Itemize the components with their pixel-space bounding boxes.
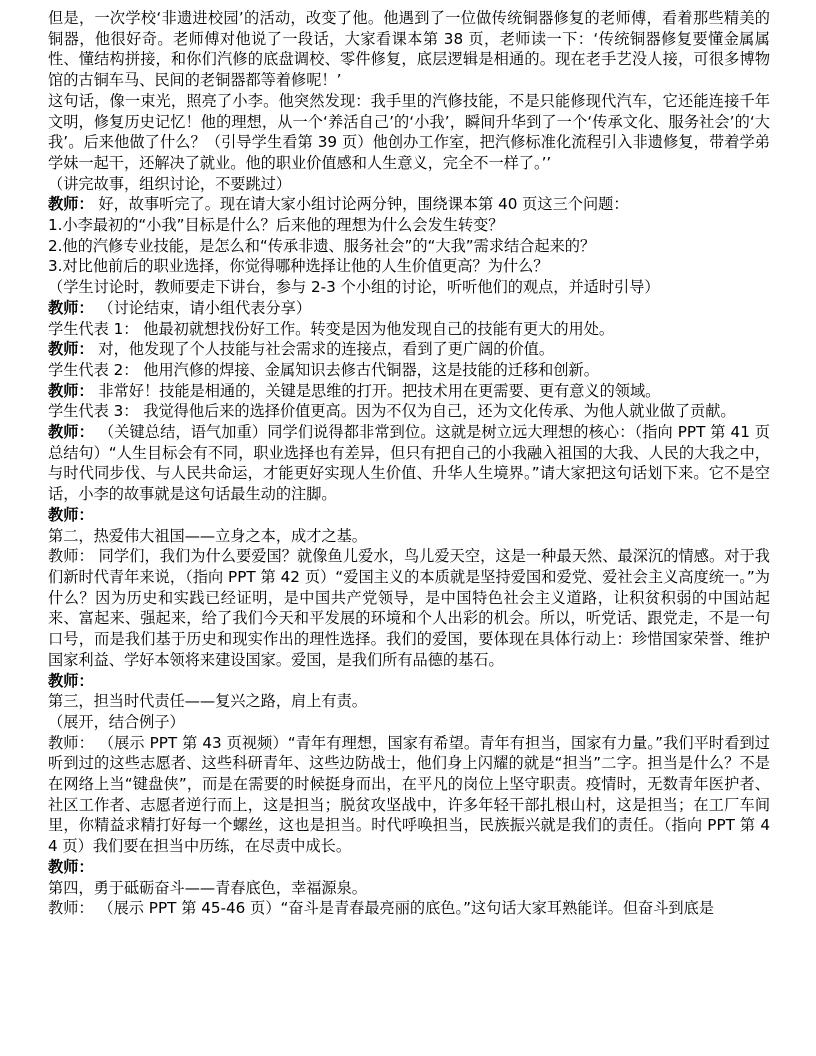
- paragraph: [48, 691, 770, 712]
- speaker-label: 教师：: [48, 505, 94, 524]
- paragraph-text: 非常好！技能是相通的，关键是思维的打开。把技术用在更需要、更有意义的领域。: [93, 381, 661, 400]
- paragraph-text: 但是，一次学校‘非遗进校园’的活动，改变了他。他遇到了一位做传统铜器修复的老师傅，看着那些精美的铜器，他很好奇。老师傅对他说了一段话，大家看课本第 38 页，老师读一下：‘传统铜器修复要懂金属属性、懂结构拼接，和你们汽修的底盘调校、零件修复，底层逻辑是相通的。现在老手艺没人接，可很多博物馆的古铜车马、民间的老铜器都等着修呢！’: [48, 9, 770, 90]
- paragraph: [48, 8, 770, 91]
- paragraph: [48, 857, 770, 878]
- paragraph: [48, 733, 770, 857]
- paragraph: [48, 339, 770, 360]
- paragraph-text: （关键总结，语气加重）同学们说得都非常到位。这就是树立远大理想的核心：（指向 PPT 第 41 页总结句）“人生目标会有不同，职业选择也有差异，但只有把自己的小我融入祖国的大我、人民的大我之中，与时代同步伐、与人民共命运，才能更好实现人生价值、升华人生境界。”请大家把这句话划下来。它不是空话，小李的故事就是这句话最生动的注脚。: [48, 423, 770, 504]
- paragraph-text: （讲完故事，组织讨论，不要跳过）: [48, 174, 291, 193]
- paragraph-text: 学生代表 2： 他用汽修的焊接、金属知识去修古代铜器，这是技能的迁移和创新。: [48, 360, 599, 379]
- paragraph: [48, 256, 770, 277]
- paragraph: [48, 91, 770, 174]
- paragraph-text: 3.对比他前后的职业选择，你觉得哪种选择让他的人生价值更高？为什么？: [48, 257, 549, 276]
- speaker-label: 教师：: [48, 195, 94, 214]
- paragraph: [48, 319, 770, 340]
- paragraph-text: 第四，勇于砥砺奋斗——青春底色，幸福源泉。: [48, 878, 367, 897]
- paragraph: [48, 360, 770, 381]
- paragraph: [48, 526, 770, 547]
- paragraph: [48, 236, 770, 257]
- paragraph-text: 1.小李最初的“小我”目标是什么？后来他的理想为什么会发生转变？: [48, 216, 504, 235]
- paragraph: [48, 878, 770, 899]
- paragraph: [48, 194, 770, 215]
- paragraph-text: 对，他发现了个人技能与社会需求的连接点，看到了更广阔的价值。: [93, 340, 555, 359]
- speaker-label: 教师：: [48, 381, 94, 400]
- paragraph: [48, 215, 770, 236]
- paragraph: [48, 546, 770, 670]
- speaker-label: 教师：: [48, 298, 94, 317]
- paragraph: [48, 505, 770, 526]
- paragraph-text: 教师： （展示 PPT 第 45-46 页）“奋斗是青春最亮丽的底色。”这句话大家耳熟能详。但奋斗到底是: [48, 899, 714, 918]
- paragraph: [48, 712, 770, 733]
- paragraph-text: 教师： （展示 PPT 第 43 页视频）“青年有理想，国家有希望。青年有担当，国家有力量。”我们平时看到过听到过的这些志愿者、这些科研青年、这些边防战士，他们身上闪耀的就是“担当”二字。担当是什么？不是在网络上当“键盘侠”，而是在需要的时候挺身而出，在平凡的岗位上坚守职责。疫情时，无数青年医护者、社区工作者、志愿者逆行而上，这是担当；脱贫攻坚战中，许多年轻干部扎根山村，这是担当；在工厂车间里，你精益求精打好每一个螺丝，这也是担当。时代呼唤担当，民族振兴就是我们的责任。（指向 PPT 第 44 页）我们要在担当中历练，在尽责中成长。: [48, 733, 770, 856]
- paragraph: [48, 381, 770, 402]
- paragraph-text: 学生代表 1： 他最初就想找份好工作。转变是因为他发现自己的技能有更大的用处。: [48, 319, 615, 338]
- paragraph-text: 第二，热爱伟大祖国——立身之本，成才之基。: [48, 526, 367, 545]
- paragraph-text: 2.他的汽修专业技能，是怎么和“传承非遗、服务社会”的“大我”需求结合起来的？: [48, 236, 596, 255]
- paragraph: [48, 671, 770, 692]
- paragraph: [48, 298, 770, 319]
- paragraph: [48, 277, 770, 298]
- paragraph-text: 好，故事听完了。现在请大家小组讨论两分钟，围绕课本第 40 页这三个问题：: [93, 195, 629, 214]
- paragraph: [48, 898, 770, 919]
- paragraph-text: （展开，结合例子）: [48, 712, 185, 731]
- paragraph-text: （学生讨论时，教师要走下讲台，参与 2-3 个小组的讨论，听听他们的观点，并适时引导）: [48, 278, 660, 297]
- paragraph-text: （讨论结束，请小组代表分享）: [93, 298, 312, 317]
- paragraph-text: 这句话，像一束光，照亮了小李。他突然发现：我手里的汽修技能，不是只能修现代汽车，它还能连接千年文明，修复历史记忆！他的理想，从一个‘养活自己’的‘小我’，瞬间升华到了一个‘传承文化、服务社会’的‘大我’。后来他做了什么？（引导学生看第 39 页）他创办工作室，把汽修标准化流程引入非遗修复，带着学弟学妹一起干，还解决了就业。他的职业价值感和人生意义，完全不一样了。’’: [48, 91, 770, 172]
- paragraph-text: 第三，担当时代责任——复兴之路，肩上有责。: [48, 692, 367, 711]
- document-page: [48, 8, 770, 919]
- paragraph: [48, 174, 770, 195]
- speaker-label: 教师：: [48, 857, 94, 876]
- paragraph: [48, 422, 770, 505]
- speaker-label: 教师：: [48, 340, 94, 359]
- speaker-label: 教师：: [48, 423, 94, 442]
- paragraph-text: 学生代表 3： 我觉得他后来的选择价值更高。因为不仅为自己，还为文化传承、为他人就业做了贡献。: [48, 402, 736, 421]
- paragraph-text: 教师： 同学们，我们为什么要爱国？就像鱼儿爱水，鸟儿爱天空，这是一种最天然、最深沉的情感。对于我们新时代青年来说，（指向 PPT 第 42 页）“爱国主义的本质就是坚持爱国和爱党、爱社会主义高度统一。”为什么？因为历史和实践已经证明，是中国共产党领导，是中国特色社会主义道路，让积贫积弱的中国站起来、富起来、强起来，给了我们今天和平发展的环境和个人出彩的机会。所以，听党话、跟党走，不是一句口号，而是我们基于历史和现实作出的理性选择。我们的爱国，要体现在具体行动上：珍惜国家荣誉、维护国家利益、学好本领将来建设国家。爱国，是我们所有品德的基石。: [48, 547, 770, 669]
- paragraph: [48, 401, 770, 422]
- speaker-label: 教师：: [48, 671, 94, 690]
